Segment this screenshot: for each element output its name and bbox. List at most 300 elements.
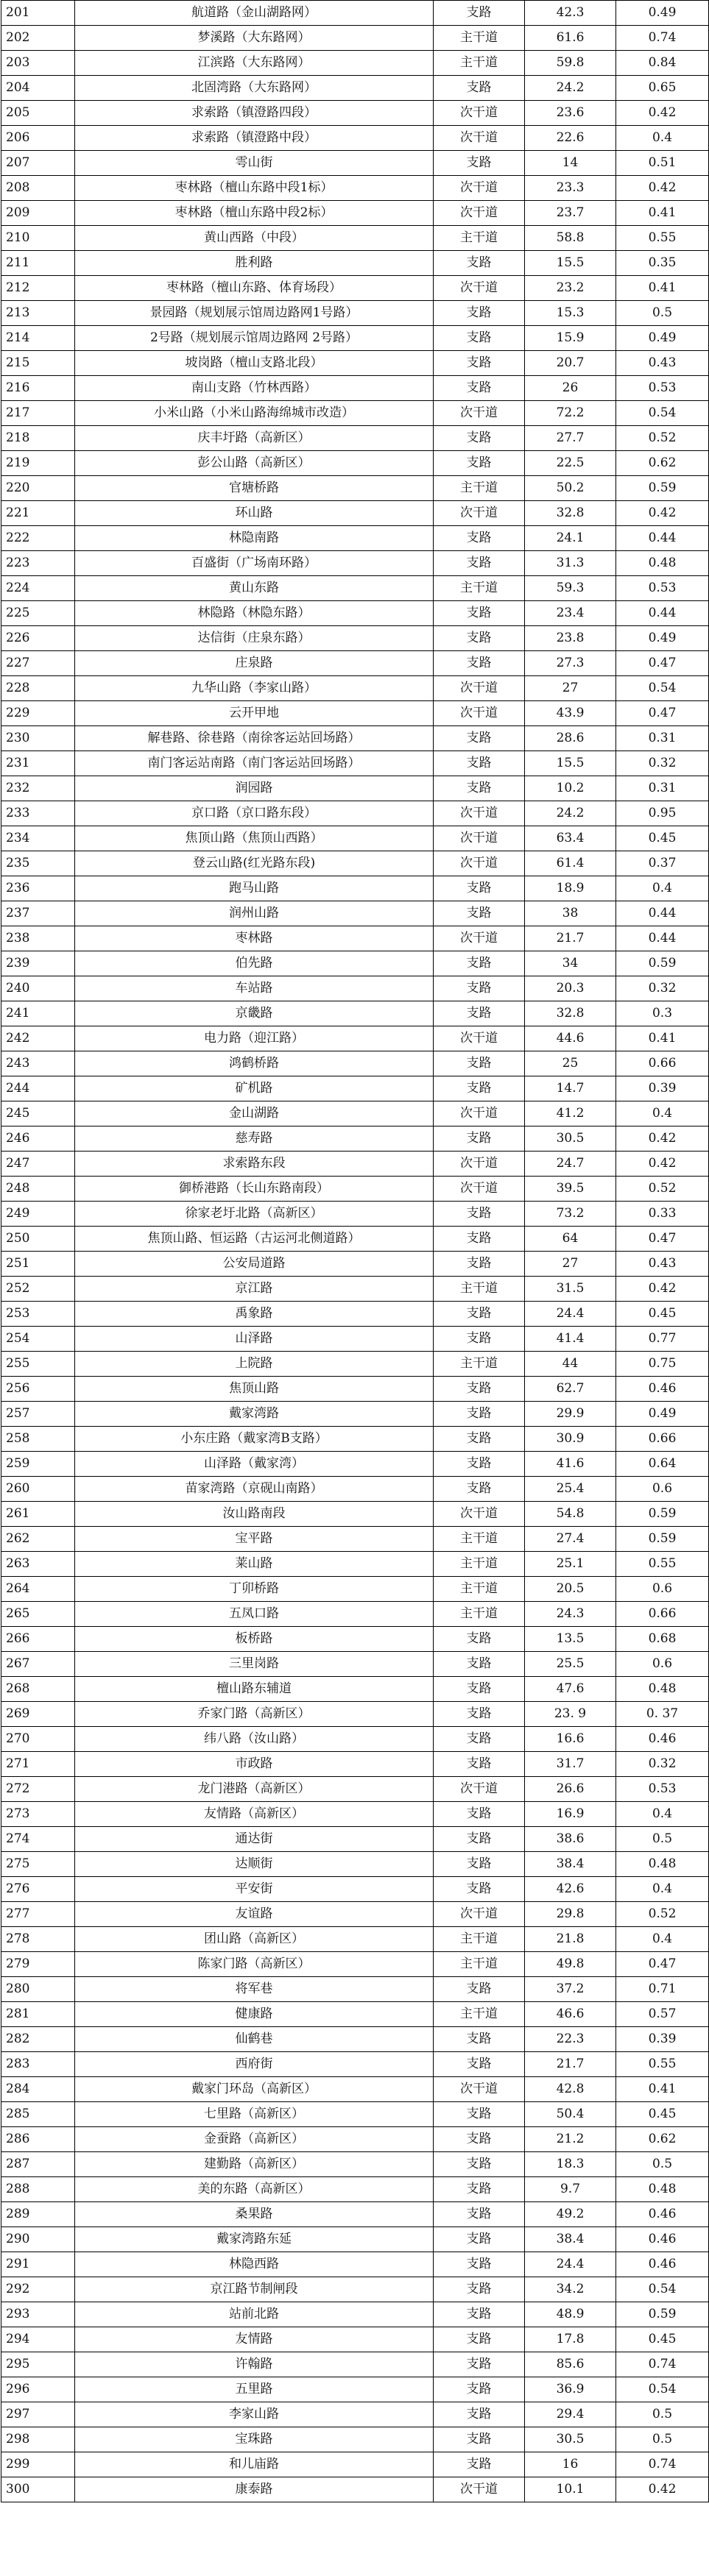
road-grade-cell: 主干道 bbox=[434, 1927, 525, 1952]
road-grade-cell: 次干道 bbox=[434, 1026, 525, 1051]
road-coefficient-cell: 0.45 bbox=[616, 1302, 709, 1327]
row-number-cell: 268 bbox=[1, 1677, 75, 1702]
road-value-cell: 34 bbox=[525, 951, 616, 976]
road-value-cell: 32.8 bbox=[525, 501, 616, 526]
road-name-cell: 金蚕路（高新区） bbox=[75, 2127, 434, 2152]
road-value-cell: 25.5 bbox=[525, 1652, 616, 1677]
road-coefficient-cell: 0.62 bbox=[616, 451, 709, 476]
table-row bbox=[1, 2377, 709, 2402]
road-grade-cell: 支路 bbox=[434, 1652, 525, 1677]
table-row bbox=[1, 1051, 709, 1076]
row-number-cell: 231 bbox=[1, 751, 75, 776]
road-name-cell: 矿机路 bbox=[75, 1076, 434, 1101]
row-number-cell: 275 bbox=[1, 1852, 75, 1877]
table-row bbox=[1, 426, 709, 451]
road-grade-cell: 支路 bbox=[434, 551, 525, 576]
road-value-cell: 24.1 bbox=[525, 526, 616, 551]
row-number-cell: 262 bbox=[1, 1527, 75, 1552]
road-name-cell: 枣林路（檀山东路中段1标） bbox=[75, 176, 434, 201]
road-coefficient-cell: 0.74 bbox=[616, 2352, 709, 2377]
road-value-cell: 85.6 bbox=[525, 2352, 616, 2377]
road-coefficient-cell: 0.59 bbox=[616, 476, 709, 501]
road-coefficient-cell: 0.5 bbox=[616, 2402, 709, 2427]
road-grade-cell: 次干道 bbox=[434, 276, 525, 301]
row-number-cell: 279 bbox=[1, 1952, 75, 1977]
road-coefficient-cell: 0.54 bbox=[616, 2277, 709, 2302]
table-row bbox=[1, 576, 709, 601]
table-row bbox=[1, 1377, 709, 1402]
road-value-cell: 23.2 bbox=[525, 276, 616, 301]
road-value-cell: 21.7 bbox=[525, 2052, 616, 2077]
road-value-cell: 46.6 bbox=[525, 2002, 616, 2027]
road-value-cell: 16.9 bbox=[525, 1802, 616, 1827]
road-name-cell: 建勤路（高新区） bbox=[75, 2152, 434, 2177]
road-grade-cell: 次干道 bbox=[434, 826, 525, 851]
road-name-cell: 七里路（高新区） bbox=[75, 2102, 434, 2127]
road-name-cell: 环山路 bbox=[75, 501, 434, 526]
row-number-cell: 256 bbox=[1, 1377, 75, 1402]
road-value-cell: 23.4 bbox=[525, 601, 616, 626]
road-grade-cell: 主干道 bbox=[434, 226, 525, 251]
road-grade-cell: 支路 bbox=[434, 751, 525, 776]
row-number-cell: 233 bbox=[1, 801, 75, 826]
road-grade-cell: 支路 bbox=[434, 451, 525, 476]
table-row bbox=[1, 1126, 709, 1152]
table-row bbox=[1, 301, 709, 326]
road-grade-cell: 支路 bbox=[434, 2227, 525, 2252]
road-name-cell: 焦顶山路、恒运路（古运河北侧道路） bbox=[75, 1227, 434, 1252]
road-coefficient-cell: 0.48 bbox=[616, 1677, 709, 1702]
road-name-cell: 西府街 bbox=[75, 2052, 434, 2077]
row-number-cell: 289 bbox=[1, 2202, 75, 2227]
road-value-cell: 20.5 bbox=[525, 1577, 616, 1602]
road-value-cell: 43.9 bbox=[525, 701, 616, 726]
table-row bbox=[1, 976, 709, 1001]
road-grade-cell: 支路 bbox=[434, 876, 525, 901]
table-row bbox=[1, 2352, 709, 2377]
road-value-cell: 63.4 bbox=[525, 826, 616, 851]
road-value-cell: 23. 9 bbox=[525, 1702, 616, 1727]
table-row bbox=[1, 276, 709, 301]
road-grade-cell: 支路 bbox=[434, 2252, 525, 2277]
table-row bbox=[1, 1802, 709, 1827]
road-list-table bbox=[1, 0, 709, 2502]
road-value-cell: 20.3 bbox=[525, 976, 616, 1001]
road-coefficient-cell: 0.4 bbox=[616, 1927, 709, 1952]
road-name-cell: 胜利路 bbox=[75, 251, 434, 276]
road-grade-cell: 支路 bbox=[434, 1727, 525, 1752]
table-row bbox=[1, 1977, 709, 2002]
road-name-cell: 友情路 bbox=[75, 2327, 434, 2352]
road-value-cell: 29.4 bbox=[525, 2402, 616, 2427]
road-value-cell: 15.9 bbox=[525, 326, 616, 351]
table-row bbox=[1, 551, 709, 576]
table-row bbox=[1, 451, 709, 476]
road-value-cell: 13.5 bbox=[525, 1627, 616, 1652]
road-coefficient-cell: 0.95 bbox=[616, 801, 709, 826]
table-row bbox=[1, 501, 709, 526]
road-coefficient-cell: 0.6 bbox=[616, 1477, 709, 1502]
road-value-cell: 29.8 bbox=[525, 1902, 616, 1927]
road-value-cell: 38.4 bbox=[525, 2227, 616, 2252]
road-coefficient-cell: 0.43 bbox=[616, 1252, 709, 1277]
road-value-cell: 18.3 bbox=[525, 2152, 616, 2177]
road-name-cell: 金山湖路 bbox=[75, 1101, 434, 1126]
road-coefficient-cell: 0.5 bbox=[616, 1827, 709, 1852]
row-number-cell: 210 bbox=[1, 226, 75, 251]
road-name-cell: 市政路 bbox=[75, 1752, 434, 1777]
road-value-cell: 38.4 bbox=[525, 1852, 616, 1877]
row-number-cell: 232 bbox=[1, 776, 75, 801]
row-number-cell: 243 bbox=[1, 1051, 75, 1076]
road-name-cell: 上院路 bbox=[75, 1352, 434, 1377]
table-row bbox=[1, 1152, 709, 1177]
road-coefficient-cell: 0.66 bbox=[616, 1427, 709, 1452]
row-number-cell: 299 bbox=[1, 2452, 75, 2477]
road-coefficient-cell: 0.51 bbox=[616, 151, 709, 176]
road-value-cell: 44.6 bbox=[525, 1026, 616, 1051]
road-grade-cell: 次干道 bbox=[434, 801, 525, 826]
table-row bbox=[1, 901, 709, 926]
row-number-cell: 278 bbox=[1, 1927, 75, 1952]
road-coefficient-cell: 0.42 bbox=[616, 2477, 709, 2502]
road-coefficient-cell: 0.77 bbox=[616, 1327, 709, 1352]
road-coefficient-cell: 0.54 bbox=[616, 401, 709, 426]
table-row bbox=[1, 101, 709, 126]
table-row bbox=[1, 1302, 709, 1327]
road-coefficient-cell: 0.45 bbox=[616, 2327, 709, 2352]
table-row bbox=[1, 701, 709, 726]
table-row bbox=[1, 951, 709, 976]
road-grade-cell: 支路 bbox=[434, 426, 525, 451]
road-grade-cell: 支路 bbox=[434, 1001, 525, 1026]
road-name-cell: 焦顶山路 bbox=[75, 1377, 434, 1402]
road-name-cell: 江滨路（大东路网） bbox=[75, 51, 434, 76]
road-grade-cell: 支路 bbox=[434, 151, 525, 176]
table-row bbox=[1, 801, 709, 826]
road-grade-cell: 支路 bbox=[434, 1702, 525, 1727]
road-grade-cell: 支路 bbox=[434, 2102, 525, 2127]
row-number-cell: 241 bbox=[1, 1001, 75, 1026]
row-number-cell: 270 bbox=[1, 1727, 75, 1752]
table-row bbox=[1, 2102, 709, 2127]
table-row bbox=[1, 1577, 709, 1602]
road-coefficient-cell: 0.32 bbox=[616, 751, 709, 776]
road-name-cell: 求索路（镇澄路中段） bbox=[75, 126, 434, 151]
road-grade-cell: 支路 bbox=[434, 526, 525, 551]
road-value-cell: 41.6 bbox=[525, 1452, 616, 1477]
row-number-cell: 293 bbox=[1, 2302, 75, 2327]
road-grade-cell: 支路 bbox=[434, 651, 525, 676]
row-number-cell: 297 bbox=[1, 2402, 75, 2427]
road-grade-cell: 主干道 bbox=[434, 1277, 525, 1302]
road-coefficient-cell: 0.53 bbox=[616, 1777, 709, 1802]
road-grade-cell: 支路 bbox=[434, 2352, 525, 2377]
road-coefficient-cell: 0.39 bbox=[616, 1076, 709, 1101]
road-value-cell: 14 bbox=[525, 151, 616, 176]
table-row bbox=[1, 1927, 709, 1952]
row-number-cell: 223 bbox=[1, 551, 75, 576]
table-row bbox=[1, 926, 709, 951]
road-value-cell: 28.6 bbox=[525, 726, 616, 751]
row-number-cell: 208 bbox=[1, 176, 75, 201]
road-name-cell: 官塘桥路 bbox=[75, 476, 434, 501]
road-value-cell: 24.4 bbox=[525, 2252, 616, 2277]
road-value-cell: 9.7 bbox=[525, 2177, 616, 2202]
road-coefficient-cell: 0.46 bbox=[616, 1377, 709, 1402]
road-coefficient-cell: 0.64 bbox=[616, 1452, 709, 1477]
road-name-cell: 枣林路（檀山东路、体育场段） bbox=[75, 276, 434, 301]
road-value-cell: 41.4 bbox=[525, 1327, 616, 1352]
row-number-cell: 280 bbox=[1, 1977, 75, 2002]
road-coefficient-cell: 0.44 bbox=[616, 901, 709, 926]
row-number-cell: 264 bbox=[1, 1577, 75, 1602]
road-coefficient-cell: 0.47 bbox=[616, 1952, 709, 1977]
row-number-cell: 244 bbox=[1, 1076, 75, 1101]
road-grade-cell: 主干道 bbox=[434, 1577, 525, 1602]
road-name-cell: 求索路东段 bbox=[75, 1152, 434, 1177]
road-coefficient-cell: 0.59 bbox=[616, 2302, 709, 2327]
road-value-cell: 25.1 bbox=[525, 1552, 616, 1577]
road-name-cell: 纬八路（汝山路） bbox=[75, 1727, 434, 1752]
road-coefficient-cell: 0.48 bbox=[616, 1852, 709, 1877]
road-coefficient-cell: 0.43 bbox=[616, 351, 709, 376]
road-name-cell: 徐家老圩北路（高新区） bbox=[75, 1202, 434, 1227]
road-coefficient-cell: 0.66 bbox=[616, 1051, 709, 1076]
road-grade-cell: 支路 bbox=[434, 351, 525, 376]
table-row bbox=[1, 676, 709, 701]
row-number-cell: 218 bbox=[1, 426, 75, 451]
table-row bbox=[1, 1477, 709, 1502]
road-grade-cell: 支路 bbox=[434, 251, 525, 276]
road-coefficient-cell: 0.49 bbox=[616, 326, 709, 351]
road-value-cell: 20.7 bbox=[525, 351, 616, 376]
road-value-cell: 27.4 bbox=[525, 1527, 616, 1552]
road-grade-cell: 支路 bbox=[434, 1227, 525, 1252]
road-name-cell: 健康路 bbox=[75, 2002, 434, 2027]
road-name-cell: 丁卯桥路 bbox=[75, 1577, 434, 1602]
table-row bbox=[1, 751, 709, 776]
row-number-cell: 300 bbox=[1, 2477, 75, 2502]
road-name-cell: 戴家湾路 bbox=[75, 1402, 434, 1427]
road-value-cell: 27.3 bbox=[525, 651, 616, 676]
row-number-cell: 251 bbox=[1, 1252, 75, 1277]
road-name-cell: 彭公山路（高新区） bbox=[75, 451, 434, 476]
road-coefficient-cell: 0.41 bbox=[616, 201, 709, 226]
road-grade-cell: 主干道 bbox=[434, 1602, 525, 1627]
road-name-cell: 陈家门路（高新区） bbox=[75, 1952, 434, 1977]
road-grade-cell: 主干道 bbox=[434, 2002, 525, 2027]
row-number-cell: 255 bbox=[1, 1352, 75, 1377]
road-value-cell: 10.1 bbox=[525, 2477, 616, 2502]
road-name-cell: 许翰路 bbox=[75, 2352, 434, 2377]
table-row bbox=[1, 76, 709, 101]
row-number-cell: 226 bbox=[1, 626, 75, 651]
row-number-cell: 202 bbox=[1, 26, 75, 51]
road-name-cell: 仙鹤巷 bbox=[75, 2027, 434, 2052]
table-row bbox=[1, 2177, 709, 2202]
row-number-cell: 292 bbox=[1, 2277, 75, 2302]
road-name-cell: 庆丰圩路（高新区） bbox=[75, 426, 434, 451]
road-grade-cell: 次干道 bbox=[434, 926, 525, 951]
road-grade-cell: 支路 bbox=[434, 1977, 525, 2002]
road-coefficient-cell: 0.4 bbox=[616, 126, 709, 151]
road-value-cell: 24.4 bbox=[525, 1302, 616, 1327]
road-grade-cell: 支路 bbox=[434, 776, 525, 801]
row-number-cell: 247 bbox=[1, 1152, 75, 1177]
road-value-cell: 34.2 bbox=[525, 2277, 616, 2302]
road-value-cell: 24.3 bbox=[525, 1602, 616, 1627]
road-name-cell: 九华山路（李家山路） bbox=[75, 676, 434, 701]
road-value-cell: 61.4 bbox=[525, 851, 616, 876]
road-name-cell: 林隐南路 bbox=[75, 526, 434, 551]
row-number-cell: 238 bbox=[1, 926, 75, 951]
row-number-cell: 221 bbox=[1, 501, 75, 526]
row-number-cell: 253 bbox=[1, 1302, 75, 1327]
table-row bbox=[1, 1952, 709, 1977]
table-row bbox=[1, 326, 709, 351]
road-grade-cell: 次干道 bbox=[434, 1502, 525, 1527]
row-number-cell: 217 bbox=[1, 401, 75, 426]
road-grade-cell: 支路 bbox=[434, 1452, 525, 1477]
road-value-cell: 16.6 bbox=[525, 1727, 616, 1752]
row-number-cell: 220 bbox=[1, 476, 75, 501]
row-number-cell: 245 bbox=[1, 1101, 75, 1126]
road-value-cell: 18.9 bbox=[525, 876, 616, 901]
table-row bbox=[1, 1427, 709, 1452]
row-number-cell: 240 bbox=[1, 976, 75, 1001]
road-name-cell: 戴家湾路东延 bbox=[75, 2227, 434, 2252]
row-number-cell: 234 bbox=[1, 826, 75, 851]
road-grade-cell: 支路 bbox=[434, 2377, 525, 2402]
road-name-cell: 友情路（高新区） bbox=[75, 1802, 434, 1827]
road-coefficient-cell: 0.33 bbox=[616, 1202, 709, 1227]
road-value-cell: 49.2 bbox=[525, 2202, 616, 2227]
road-coefficient-cell: 0.52 bbox=[616, 1177, 709, 1202]
table-row bbox=[1, 626, 709, 651]
table-row bbox=[1, 1252, 709, 1277]
road-grade-cell: 支路 bbox=[434, 2027, 525, 2052]
table-row bbox=[1, 2252, 709, 2277]
row-number-cell: 207 bbox=[1, 151, 75, 176]
table-row bbox=[1, 1076, 709, 1101]
road-grade-cell: 支路 bbox=[434, 976, 525, 1001]
table-row bbox=[1, 1001, 709, 1026]
road-coefficient-cell: 0.46 bbox=[616, 1727, 709, 1752]
road-name-cell: 求索路（镇澄路四段） bbox=[75, 101, 434, 126]
table-row bbox=[1, 2002, 709, 2027]
road-value-cell: 10.2 bbox=[525, 776, 616, 801]
road-coefficient-cell: 0.44 bbox=[616, 926, 709, 951]
road-name-cell: 站前北路 bbox=[75, 2302, 434, 2327]
road-value-cell: 42.3 bbox=[525, 1, 616, 26]
road-coefficient-cell: 0.4 bbox=[616, 1802, 709, 1827]
road-value-cell: 42.8 bbox=[525, 2077, 616, 2102]
table-row bbox=[1, 1727, 709, 1752]
table-row bbox=[1, 1627, 709, 1652]
road-name-cell: 通达街 bbox=[75, 1827, 434, 1852]
road-coefficient-cell: 0.41 bbox=[616, 1026, 709, 1051]
road-coefficient-cell: 0.55 bbox=[616, 226, 709, 251]
row-number-cell: 211 bbox=[1, 251, 75, 276]
road-value-cell: 22.5 bbox=[525, 451, 616, 476]
road-value-cell: 49.8 bbox=[525, 1952, 616, 1977]
road-coefficient-cell: 0.31 bbox=[616, 726, 709, 751]
road-grade-cell: 次干道 bbox=[434, 101, 525, 126]
table-row bbox=[1, 2327, 709, 2352]
road-grade-cell: 支路 bbox=[434, 1477, 525, 1502]
road-value-cell: 73.2 bbox=[525, 1202, 616, 1227]
road-name-cell: 乔家门路（高新区） bbox=[75, 1702, 434, 1727]
road-grade-cell: 次干道 bbox=[434, 1902, 525, 1927]
road-name-cell: 三里岗路 bbox=[75, 1652, 434, 1677]
row-number-cell: 263 bbox=[1, 1552, 75, 1577]
row-number-cell: 287 bbox=[1, 2152, 75, 2177]
road-coefficient-cell: 0. 37 bbox=[616, 1702, 709, 1727]
road-grade-cell: 支路 bbox=[434, 2427, 525, 2452]
road-name-cell: 京江路节制闸段 bbox=[75, 2277, 434, 2302]
table-row bbox=[1, 2302, 709, 2327]
road-name-cell: 南门客运站南路（南门客运站回场路） bbox=[75, 751, 434, 776]
road-value-cell: 27 bbox=[525, 676, 616, 701]
road-coefficient-cell: 0.59 bbox=[616, 1527, 709, 1552]
road-coefficient-cell: 0.47 bbox=[616, 651, 709, 676]
road-grade-cell: 支路 bbox=[434, 1076, 525, 1101]
table-row bbox=[1, 1327, 709, 1352]
road-name-cell: 润州山路 bbox=[75, 901, 434, 926]
road-name-cell: 达信街（庄泉东路） bbox=[75, 626, 434, 651]
row-number-cell: 239 bbox=[1, 951, 75, 976]
table-row bbox=[1, 601, 709, 626]
road-name-cell: 慈寿路 bbox=[75, 1126, 434, 1152]
road-coefficient-cell: 0.53 bbox=[616, 576, 709, 601]
road-coefficient-cell: 0.4 bbox=[616, 1101, 709, 1126]
road-grade-cell: 主干道 bbox=[434, 26, 525, 51]
table-row bbox=[1, 1702, 709, 1727]
row-number-cell: 294 bbox=[1, 2327, 75, 2352]
road-grade-cell: 次干道 bbox=[434, 1101, 525, 1126]
table-row bbox=[1, 476, 709, 501]
row-number-cell: 296 bbox=[1, 2377, 75, 2402]
road-value-cell: 59.8 bbox=[525, 51, 616, 76]
row-number-cell: 265 bbox=[1, 1602, 75, 1627]
table-row bbox=[1, 1452, 709, 1477]
row-number-cell: 204 bbox=[1, 76, 75, 101]
road-name-cell: 山泽路（戴家湾） bbox=[75, 1452, 434, 1477]
road-grade-cell: 支路 bbox=[434, 1327, 525, 1352]
table-row bbox=[1, 2452, 709, 2477]
road-grade-cell: 次干道 bbox=[434, 126, 525, 151]
road-name-cell: 京江路 bbox=[75, 1277, 434, 1302]
road-coefficient-cell: 0.5 bbox=[616, 2427, 709, 2452]
road-name-cell: 山泽路 bbox=[75, 1327, 434, 1352]
road-name-cell: 焦顶山路（焦顶山西路） bbox=[75, 826, 434, 851]
road-grade-cell: 支路 bbox=[434, 901, 525, 926]
row-number-cell: 246 bbox=[1, 1126, 75, 1152]
road-coefficient-cell: 0.32 bbox=[616, 1752, 709, 1777]
table-row bbox=[1, 1602, 709, 1627]
road-grade-cell: 次干道 bbox=[434, 701, 525, 726]
row-number-cell: 242 bbox=[1, 1026, 75, 1051]
road-value-cell: 38 bbox=[525, 901, 616, 926]
row-number-cell: 235 bbox=[1, 851, 75, 876]
road-value-cell: 27 bbox=[525, 1252, 616, 1277]
road-grade-cell: 支路 bbox=[434, 1827, 525, 1852]
road-grade-cell: 次干道 bbox=[434, 2477, 525, 2502]
row-number-cell: 258 bbox=[1, 1427, 75, 1452]
road-value-cell: 38.6 bbox=[525, 1827, 616, 1852]
road-grade-cell: 支路 bbox=[434, 2177, 525, 2202]
